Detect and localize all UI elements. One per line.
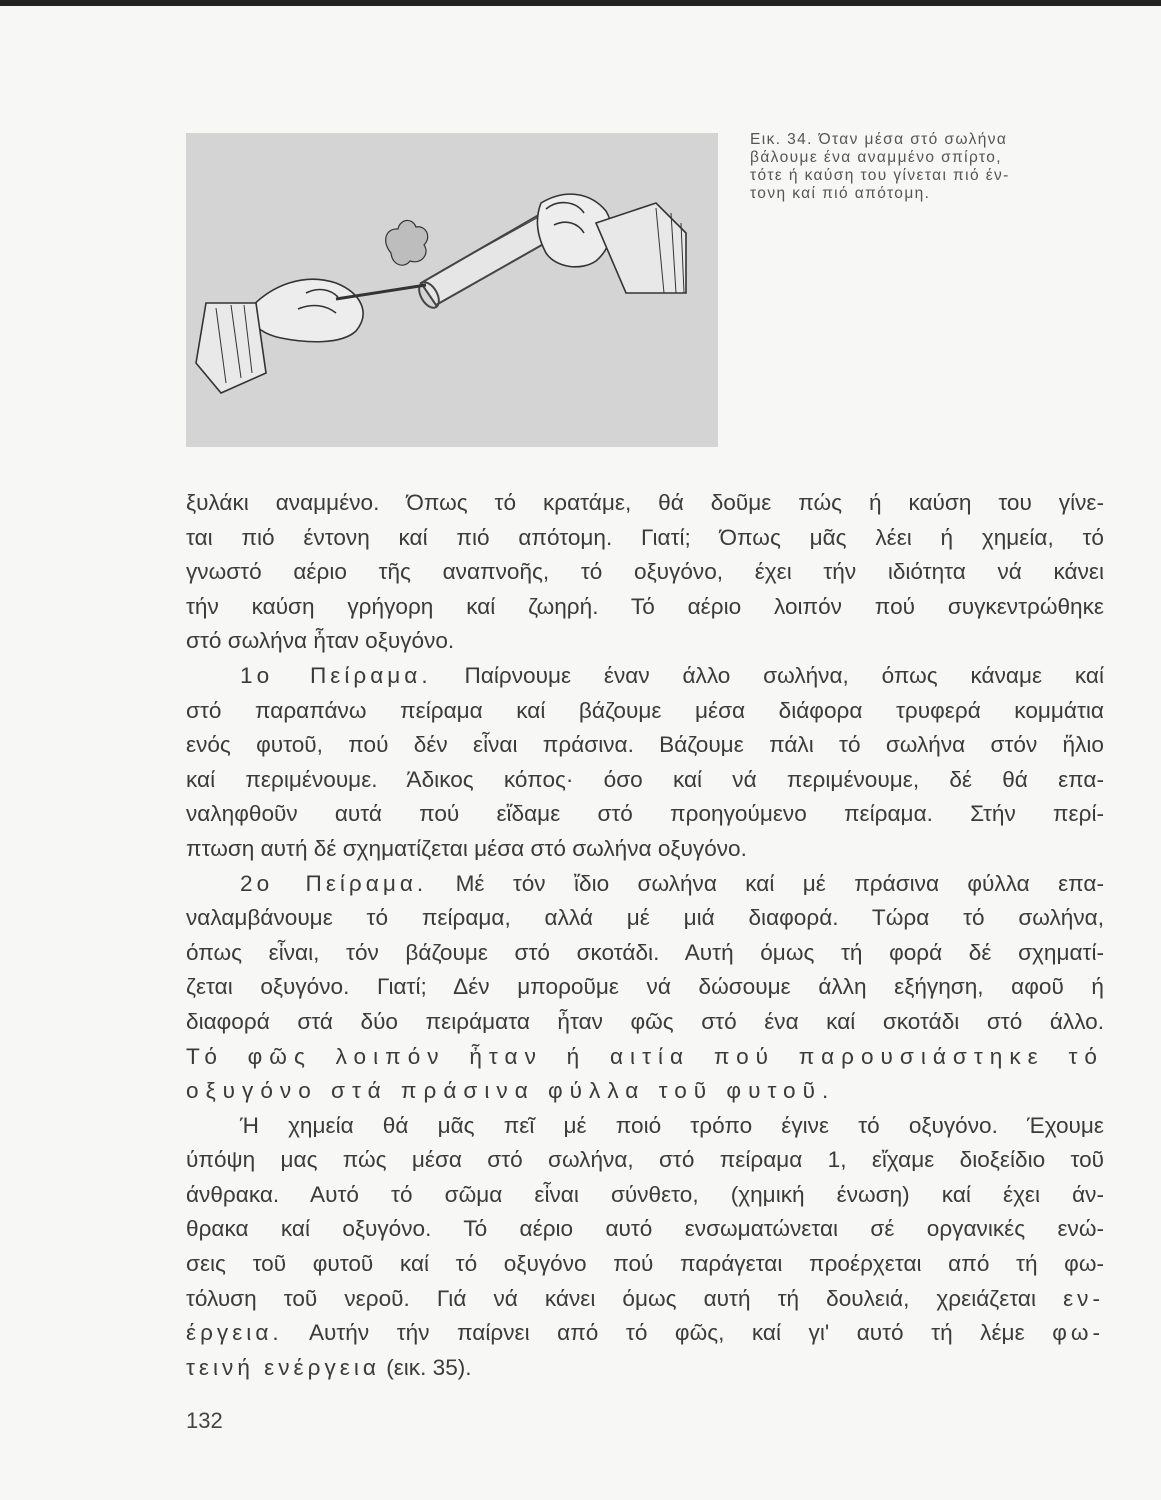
page-number: 132 <box>186 1408 223 1433</box>
text-fragment: (εικ. 35). <box>386 1354 472 1380</box>
text-line: άνθρακα. Αυτό τό σῶμα εἶναι σύνθετο, (χημική ένωση) καί έχει άν- <box>186 1181 1104 1207</box>
emphasized-line: οξυγόνο στά πράσινα φύλλα τοῦ φυτοῦ. <box>186 1078 836 1104</box>
text-line <box>186 1316 1104 1351</box>
caption-line: τότε ή καύση του γίνεται πιό έν- <box>750 167 1010 184</box>
text-line: ενός φυτοῦ, πού δέν εἶναι πράσινα. Βάζουμε πάλι τό σωλήνα στόν ἥλιο <box>186 732 1104 758</box>
text-line: ζεται οξυγόνο. Γιατί; Δέν μποροῦμε νά δώσουμε άλλη εξήγηση, αφοῦ ή <box>186 974 1104 1000</box>
hands-holding-tube-drawing <box>186 133 718 447</box>
text-line <box>186 867 1104 902</box>
text-line: γνωστό αέριο τῆς αναπνοῆς, τό οξυγόνο, έχει τήν ιδιότητα νά κάνει <box>186 559 1104 585</box>
caption-line: Εικ. 34. Όταν μέσα στό σωλήνα <box>750 131 1008 148</box>
emphasized-term: τεινή ενέργεια <box>186 1354 380 1380</box>
text-line: ναλαμβάνουμε τό πείραμα, αλλά μέ μιά διαφορά. Τώρα τό σωλήνα, <box>186 905 1104 931</box>
text-line: διαφορά στά δύο πειράματα ἦταν φῶς στό ένα καί σκοτάδι στό άλλο. <box>186 1008 1104 1034</box>
body-text <box>186 486 1104 1385</box>
experiment-2-heading: 2ο Πείραμα. <box>240 870 428 896</box>
experiment-1-heading: 1ο Πείραμα. <box>240 662 432 688</box>
text-line: καί περιμένουμε. Άδικος κόπος· όσο καί νά περιμένουμε, δέ θά επα- <box>186 766 1104 792</box>
emphasized-term: εν- <box>1063 1285 1104 1311</box>
text-fragment: τόλυση τοῦ νεροῦ. Γιά νά κάνει όμως αυτή τή δουλειά, χρειάζεται <box>186 1285 1037 1311</box>
caption-line: τονη καί πιό απότομη. <box>750 185 931 202</box>
text-fragment: Μέ τόν ἴδιο σωλήνα καί μέ πράσινα φύλλα επα- <box>455 870 1104 896</box>
caption-line: βάλουμε ένα αναμμένο σπίρτο, <box>750 149 1003 166</box>
text-line: Ή χημεία θά μᾶς πεῖ μέ ποιό τρόπο έγινε τό οξυγόνο. Έχουμε <box>240 1112 1104 1138</box>
emphasized-term: φω- <box>1052 1320 1105 1346</box>
text-line: ται πιό έντονη καί πιό απότομη. Γιατί; Όπως μᾶς λέει ή χημεία, τό <box>186 524 1104 550</box>
emphasized-term: έργεια. <box>186 1320 283 1346</box>
text-line: στό παραπάνω πείραμα καί βάζουμε μέσα διάφορα τρυφερά κομμάτια <box>186 697 1104 723</box>
top-border <box>0 0 1161 6</box>
text-line: όπως εἶναι, τόν βάζουμε στό σκοτάδι. Αυτή όμως τή φορά δέ σχηματί- <box>186 939 1104 965</box>
text-line: σεις τοῦ φυτοῦ καί τό οξυγόνο πού παράγεται προέρχεται από τή φω- <box>186 1251 1104 1277</box>
text-line: τήν καύση γρήγορη καί ζωηρή. Τό αέριο λοιπόν πού συγκεντρώθηκε <box>186 593 1104 619</box>
text-line: θρακα καί οξυγόνο. Τό αέριο αυτό ενσωματώνεται σέ οργανικές ενώ- <box>186 1216 1104 1242</box>
emphasized-line: Τό φῶς λοιπόν ἦταν ή αιτία πού παρουσιάστηκε τό <box>186 1043 1104 1069</box>
figure-34-illustration <box>186 133 718 447</box>
text-line: στό σωλήνα ἦταν οξυγόνο. <box>186 628 455 654</box>
text-line: ξυλάκι αναμμένο. Όπως τό κρατάμε, θά δοῦμε πώς ή καύση του γίνε- <box>186 490 1104 515</box>
text-line: πτωση αυτή δέ σχηματίζεται μέσα στό σωλήνα οξυγόνο. <box>186 835 747 861</box>
text-line <box>186 659 1104 694</box>
text-fragment: Αυτήν τήν παίρνει από τό φῶς, καί γι' αυτό τή λέμε <box>308 1320 1025 1346</box>
text-line <box>186 1351 1104 1386</box>
text-line <box>186 1282 1104 1317</box>
text-line: ύπόψη μας πώς μέσα στό σωλήνα, στό πείραμα 1, εἴχαμε διοξείδιο τοῦ <box>186 1147 1104 1173</box>
text-fragment: Παίρνουμε έναν άλλο σωλήνα, όπως κάναμε καί <box>464 662 1105 688</box>
figure-caption <box>750 131 1112 203</box>
text-line: ναληφθοῦν αυτά πού εἴδαμε στό προηγούμενο πείραμα. Στήν περί- <box>186 801 1104 827</box>
